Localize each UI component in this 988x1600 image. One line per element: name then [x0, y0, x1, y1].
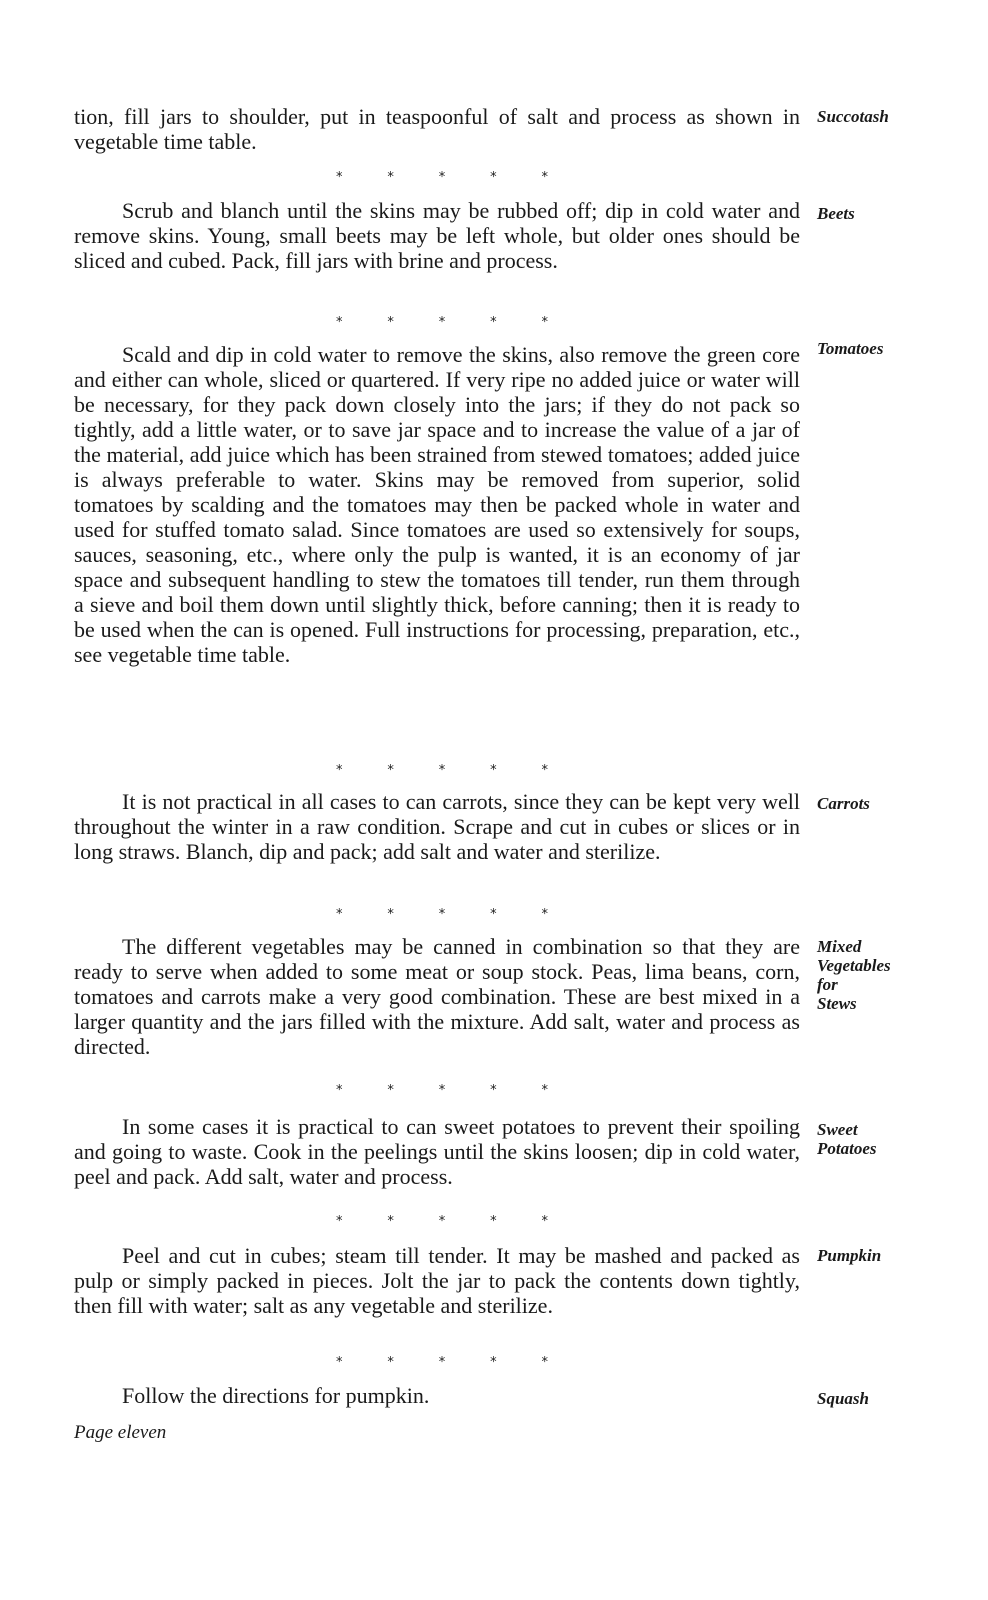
succotash-paragraph: tion, fill jars to shoulder, put in teaspoonful of salt and process as shown in vegetable time table.	[74, 104, 800, 154]
separator-star: *	[387, 907, 394, 922]
separator-star: *	[438, 1214, 446, 1229]
margin-label-line: Mixed	[817, 937, 862, 956]
mixed-vegetables-margin-label	[817, 937, 937, 1013]
section-separator	[336, 171, 548, 185]
separator-star: *	[438, 907, 446, 922]
separator-star: *	[336, 1214, 343, 1229]
section-separator	[336, 1215, 548, 1229]
section-separator	[336, 1084, 548, 1098]
separator-star: *	[336, 170, 343, 185]
sweet-potatoes-margin-label	[817, 1120, 937, 1158]
separator-star: *	[541, 1083, 548, 1098]
carrots-paragraph: It is not practical in all cases to can carrots, since they can be kept very well throughout the winter in a raw condition. Scrape and cut in cubes or slices or in long straws. Blanch, dip and pack; add salt and water and sterilize.	[74, 789, 800, 864]
beets-margin-label: Beets	[817, 204, 855, 223]
separator-star: *	[541, 1355, 548, 1370]
separator-star: *	[438, 315, 446, 330]
section-separator	[336, 908, 548, 922]
separator-star: *	[541, 170, 548, 185]
beets-paragraph: Scrub and blanch until the skins may be rubbed off; dip in cold water and remove skins. Young, small beets may be left whole, but older ones should be sliced and cubed. Pack, fill jars with brine and process.	[74, 198, 800, 273]
separator-star: *	[490, 763, 497, 778]
carrots-margin-label: Carrots	[817, 794, 870, 813]
mixed-vegetables-paragraph: The different vegetables may be canned in combination so that they are ready to serve when added to some meat or soup stock. Peas, lima beans, corn, tomatoes and carrots make a very good combination. These are best mixed in a larger quantity and the jars filled with the mixture. Add salt, water and process as directed.	[74, 934, 800, 1059]
separator-star: *	[387, 1355, 394, 1370]
squash-paragraph: Follow the directions for pumpkin.	[122, 1383, 430, 1408]
separator-star: *	[490, 1214, 497, 1229]
separator-star: *	[541, 315, 548, 330]
margin-label-line: Stews	[817, 994, 857, 1013]
margin-label-line: Potatoes	[817, 1139, 877, 1158]
separator-star: *	[336, 1355, 343, 1370]
squash-margin-label: Squash	[817, 1389, 869, 1408]
separator-star: *	[490, 907, 497, 922]
margin-label-line: Sweet	[817, 1120, 858, 1139]
separator-star: *	[490, 1355, 497, 1370]
separator-star: *	[387, 315, 394, 330]
separator-star: *	[438, 763, 446, 778]
separator-star: *	[541, 763, 548, 778]
pumpkin-paragraph: Peel and cut in cubes; steam till tender. It may be mashed and packed as pulp or simply packed in pieces. Jolt the jar to pack the contents down tightly, then fill with water; salt as any vegetable and sterilize.	[74, 1243, 800, 1318]
sweet-potatoes-paragraph: In some cases it is practical to can sweet potatoes to prevent their spoiling and going to waste. Cook in the peelings until the skins loosen; dip in cold water, peel and pack. Add salt, water and process.	[74, 1114, 800, 1189]
separator-star: *	[336, 1083, 343, 1098]
margin-label-line: Vegetables	[817, 956, 891, 975]
section-separator	[336, 316, 548, 330]
separator-star: *	[438, 1083, 446, 1098]
succotash-margin-label: Succotash	[817, 107, 889, 126]
separator-star: *	[490, 170, 497, 185]
separator-star: *	[490, 315, 497, 330]
section-separator	[336, 1356, 548, 1370]
margin-label-line: for	[817, 975, 838, 994]
separator-star: *	[438, 170, 446, 185]
separator-star: *	[387, 763, 394, 778]
separator-star: *	[336, 763, 343, 778]
separator-star: *	[438, 1355, 446, 1370]
pumpkin-margin-label: Pumpkin	[817, 1246, 882, 1265]
tomatoes-margin-label: Tomatoes	[817, 339, 884, 358]
separator-star: *	[336, 315, 343, 330]
tomatoes-paragraph: Scald and dip in cold water to remove the skins, also remove the green core and either can whole, sliced or quartered. If very ripe no added juice or water will be necessary, for they pack down closely into the jars; if they do not pack so tightly, add a little water, or to save jar space and to increase the value of a jar of the material, add juice which has been strained from stewed tomatoes; added juice is always preferable to water. Skins may be removed from superior, solid tomatoes by scalding and the tomatoes may then be packed whole in water and used for stuffed tomato salad. Since tomatoes are used so extensively for soups, sauces, seasoning, etc., where only the pulp is wanted, it is an economy of jar space and subsequent handling to stew the tomatoes till tender, run them through a sieve and boil them down until slightly thick, before canning; then it is ready to be used when the can is opened. Full instructions for processing, preparation, etc., see vegetable time table.	[74, 342, 800, 667]
section-separator	[336, 764, 548, 778]
separator-star: *	[541, 907, 548, 922]
page-footer: Page eleven	[74, 1422, 167, 1443]
separator-star: *	[336, 907, 343, 922]
separator-star: *	[541, 1214, 548, 1229]
separator-star: *	[387, 1083, 394, 1098]
separator-star: *	[387, 1214, 394, 1229]
separator-star: *	[387, 170, 394, 185]
separator-star: *	[490, 1083, 497, 1098]
